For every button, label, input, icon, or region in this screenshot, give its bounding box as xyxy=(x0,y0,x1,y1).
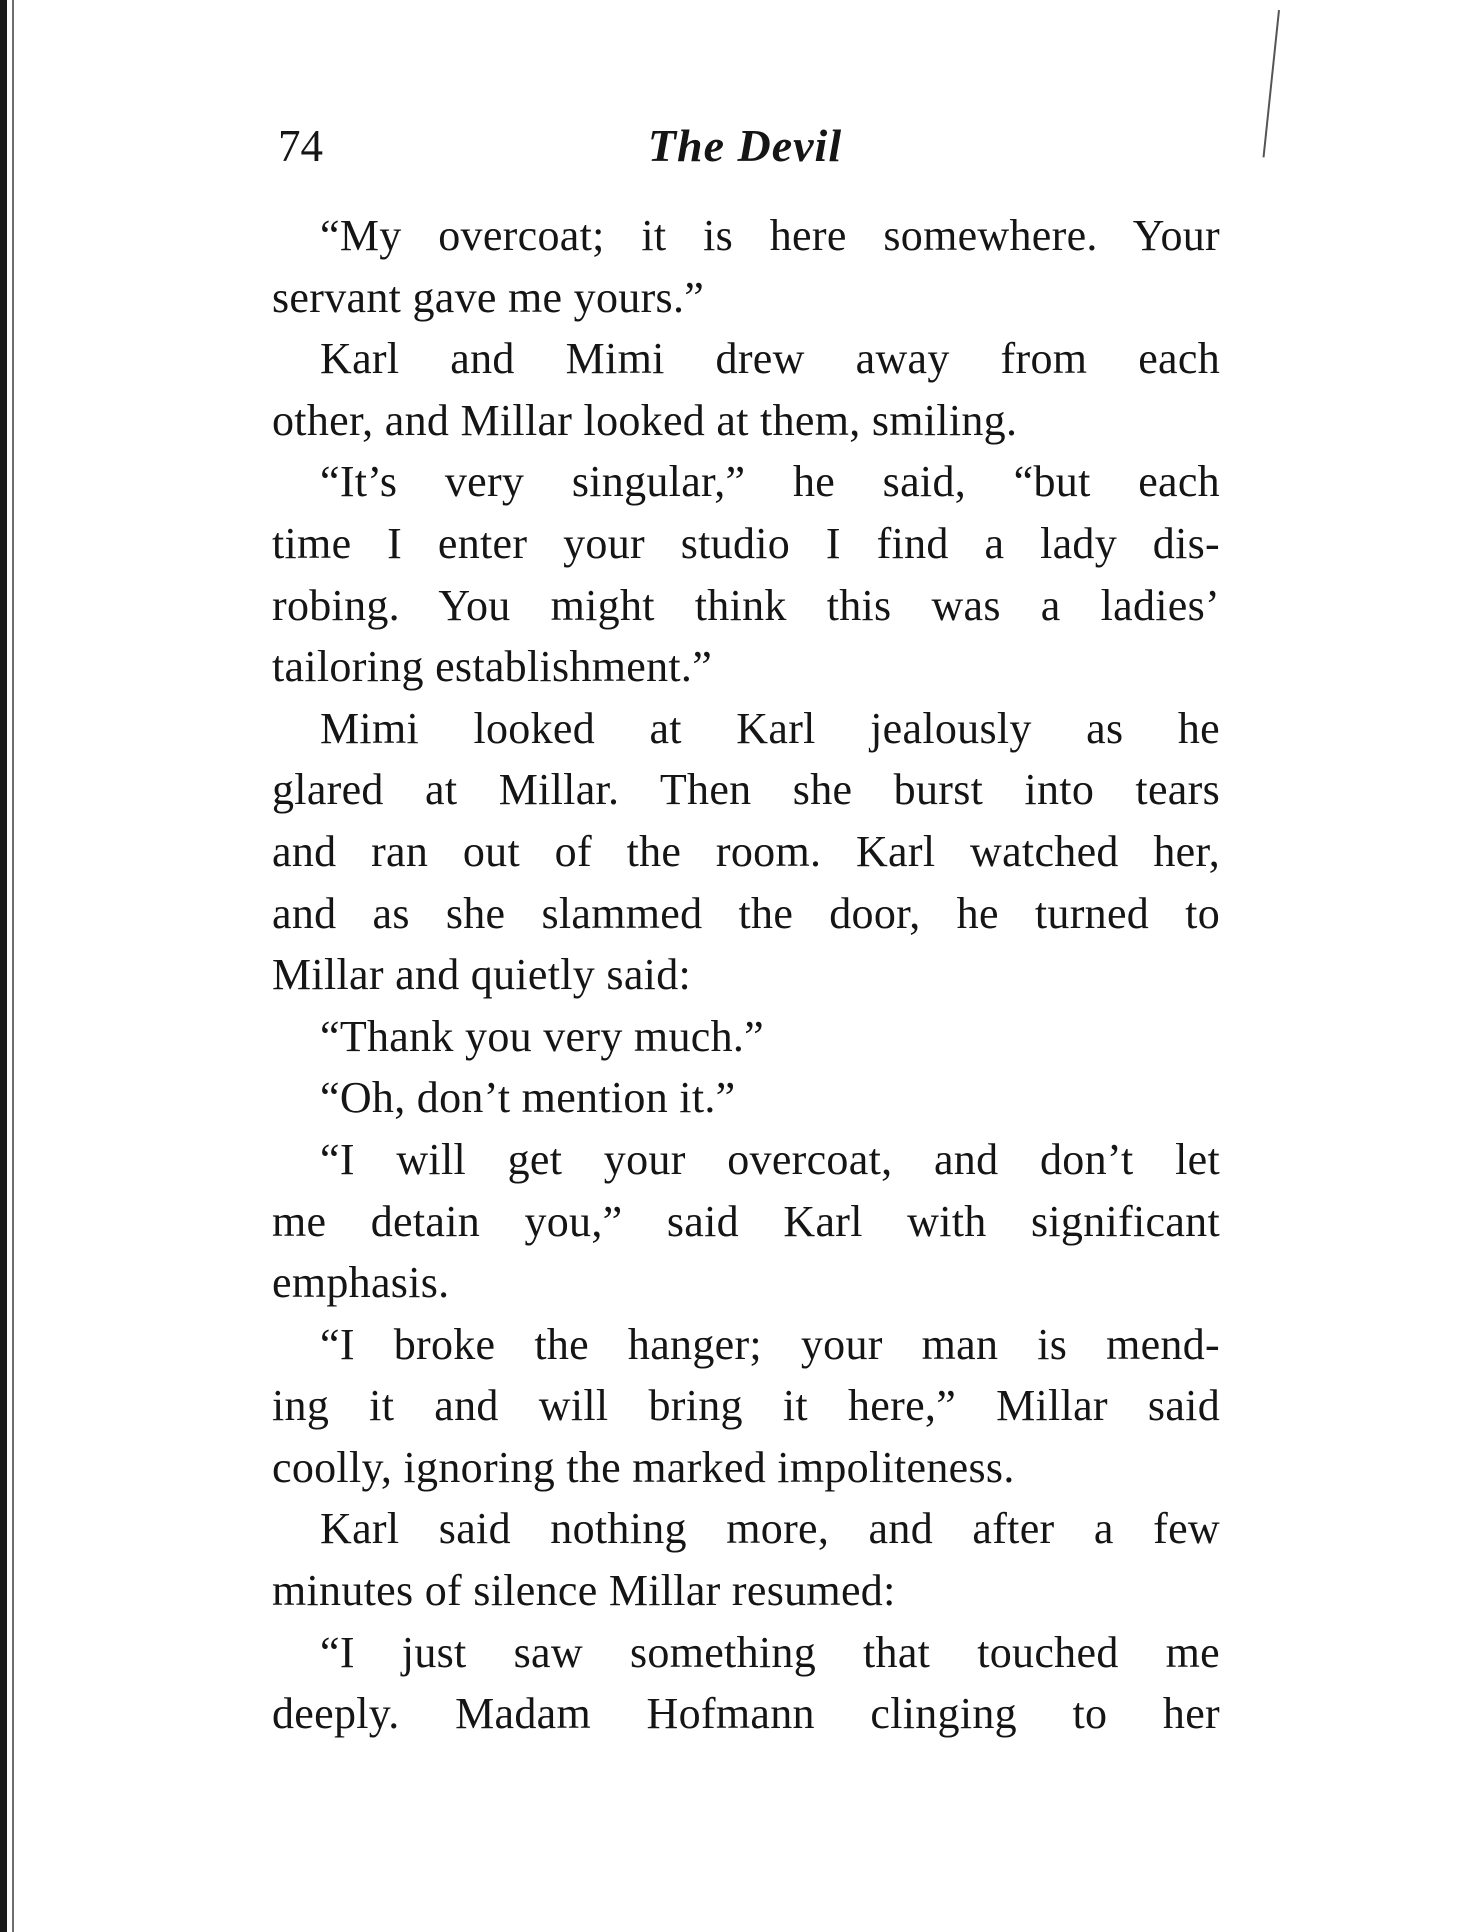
text-line: and ran out of the room. Karl watched her, xyxy=(272,826,1220,876)
running-title: The Devil xyxy=(647,120,843,171)
binding-edge-thin-rule xyxy=(12,0,14,1932)
text-line: Millar and quietly said: xyxy=(272,950,692,1000)
text-line: “Oh, don’t mention it.” xyxy=(320,1073,736,1123)
running-head xyxy=(270,116,1220,176)
text-line: time I enter your studio I find a lady dis- xyxy=(272,518,1220,568)
text-line: “It’s very singular,” he said, “but each xyxy=(320,457,1220,507)
text-line: “My overcoat; it is here somewhere. Your xyxy=(320,211,1220,260)
text-line: other, and Millar looked at them, smiling. xyxy=(272,395,1018,445)
text-line: ing it and will bring it here,” Millar said xyxy=(272,1381,1220,1431)
text-line: deeply. Madam Hofmann clinging to her xyxy=(272,1689,1220,1739)
text-line: and as she slammed the door, he turned to xyxy=(272,888,1220,938)
text-line: Karl said nothing more, and after a few xyxy=(320,1504,1220,1554)
text-line: “Thank you very much.” xyxy=(320,1011,765,1061)
text-line: tailoring establishment.” xyxy=(272,642,713,692)
text-line: “I will get your overcoat, and don’t let xyxy=(320,1134,1220,1184)
text-line: “I broke the hanger; your man is mend- xyxy=(320,1319,1220,1369)
scan-mark xyxy=(1263,10,1280,157)
binding-edge-rule xyxy=(0,0,7,1932)
text-line: Mimi looked at Karl jealously as he xyxy=(320,703,1220,753)
text-line: emphasis. xyxy=(272,1258,450,1308)
text-line: coolly, ignoring the marked impoliteness. xyxy=(272,1442,1015,1492)
text-line: servant gave me yours.” xyxy=(272,272,705,322)
text-line: me detain you,” said Karl with significant xyxy=(272,1196,1220,1246)
text-line: Karl and Mimi drew away from each xyxy=(320,334,1220,384)
text-line: minutes of silence Millar resumed: xyxy=(272,1566,896,1616)
page-number: 74 xyxy=(278,121,323,171)
text-line: “I just saw something that touched me xyxy=(320,1627,1220,1677)
body-text xyxy=(272,205,1220,1745)
text-line: glared at Millar. Then she burst into tears xyxy=(272,765,1220,815)
text-line: robing. You might think this was a ladies’ xyxy=(272,580,1220,630)
